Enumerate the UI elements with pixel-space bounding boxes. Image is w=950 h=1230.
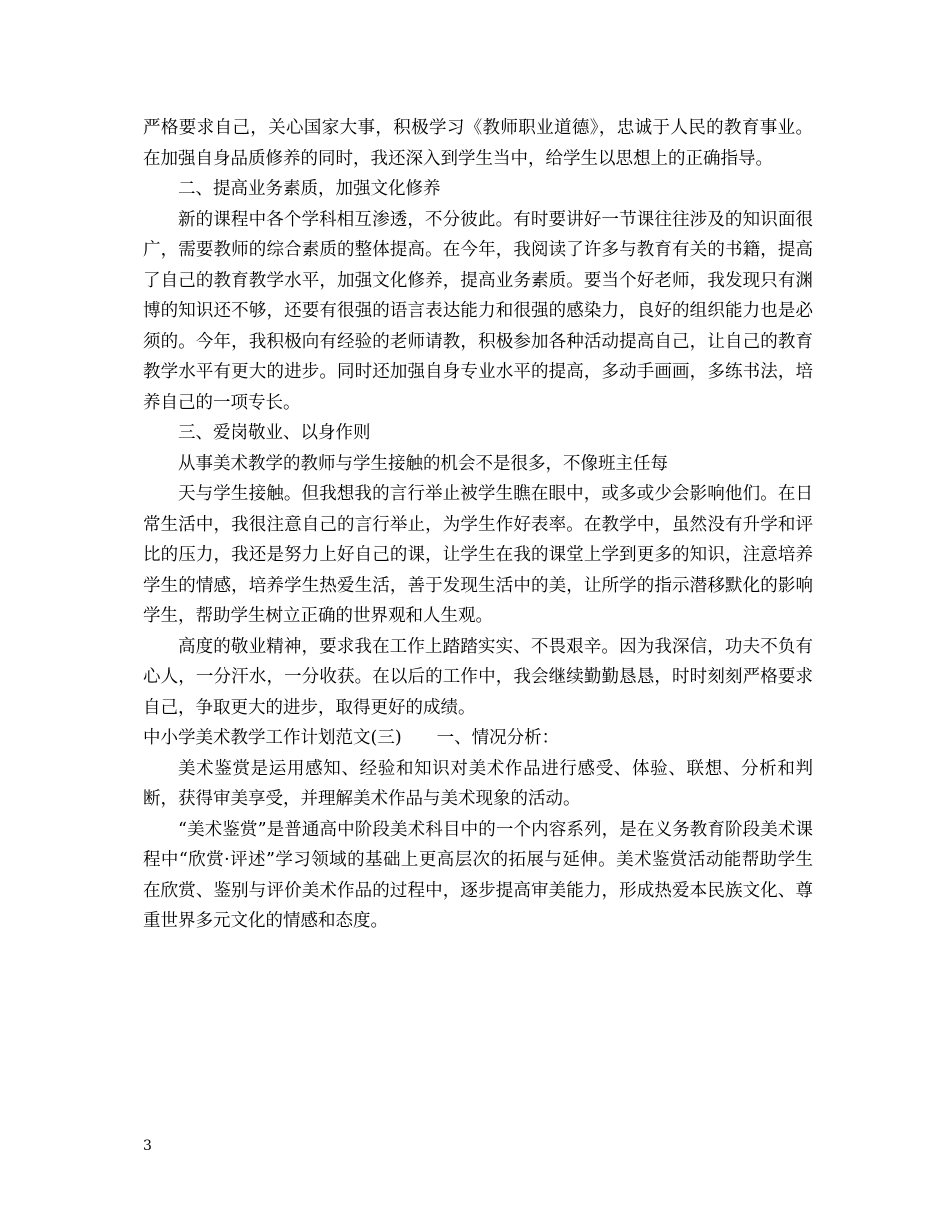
- body-paragraph: 美术鉴赏是运用感知、经验和知识对美术作品进行感受、体验、联想、分析和判断，获得审美享受，并理解美术作品与美术现象的活动。: [143, 758, 813, 809]
- body-paragraph: 新的课程中各个学科相互渗透，不分彼此。有时要讲好一节课往往涉及的知识面很广，需要教师的综合素质的整体提高。在今年，我阅读了许多与教育有关的书籍，提高了自己的教育教学水平，加强文化修养，提高业务素质。要当个好老师，我发现只有渊博的知识还不够，还要有很强的语言表达能力和很强的感染力，良好的组织能力也是必须的。今年，我积极向有经验的老师请教，积极参加各种活动提高自己，让自己的教育教学水平有更大的进步。同时还加强自身专业水平的提高，多动手画画，多练书法，培养自己的一项专长。: [143, 209, 813, 413]
- body-paragraph: “美术鉴赏”是普通高中阶段美术科目中的一个内容系列，是在义务教育阶段美术课程中“欣赏·评述”学习领域的基础上更高层次的拓展与延伸。美术鉴赏活动能帮助学生在欣赏、鉴别与评价美术作品的过程中，逐步提高审美能力，形成热爱本民族文化、尊重世界多元文化的情感和态度。: [143, 819, 813, 931]
- body-paragraph: 从事美术教学的教师与学生接触的机会不是很多，不像班主任每: [178, 453, 668, 474]
- page-number: 3: [143, 1138, 152, 1154]
- body-paragraph: 天与学生接触。但我想我的言行举止被学生瞧在眼中，或多或少会影响他们。在日常生活中，我很注意自己的言行举止，为学生作好表率。在教学中，虽然没有升学和评比的压力，我还是努力上好自己的课，让学生在我的课堂上学到更多的知识，注意培养学生的情感，培养学生热爱生活，善于发现生活中的美，让所学的指示潜移默化的影响学生，帮助学生树立正确的世界观和人生观。: [143, 484, 813, 626]
- section-heading: 二、提高业务素质，加强文化修养: [178, 179, 441, 199]
- document-body: [143, 113, 813, 937]
- body-paragraph: 严格要求自己，关心国家大事，积极学习《教师职业道德》，忠诚于人民的教育事业。在加强自身品质修养的同时，我还深入到学生当中，给学生以思想上的正确指导。: [143, 118, 813, 169]
- section-heading: 三、爱岗敬业、以身作则: [178, 423, 371, 443]
- document-subtitle: 中小学美术教学工作计划范文(三) 一、情况分析：: [143, 728, 560, 748]
- body-paragraph: 高度的敬业精神，要求我在工作上踏踏实实、不畏艰辛。因为我深信，功夫不负有心人，一分汗水，一分收获。在以后的工作中，我会继续勤勤恳恳，时时刻刻严格要求自己，争取更大的进步，取得更好的成绩。: [143, 636, 813, 718]
